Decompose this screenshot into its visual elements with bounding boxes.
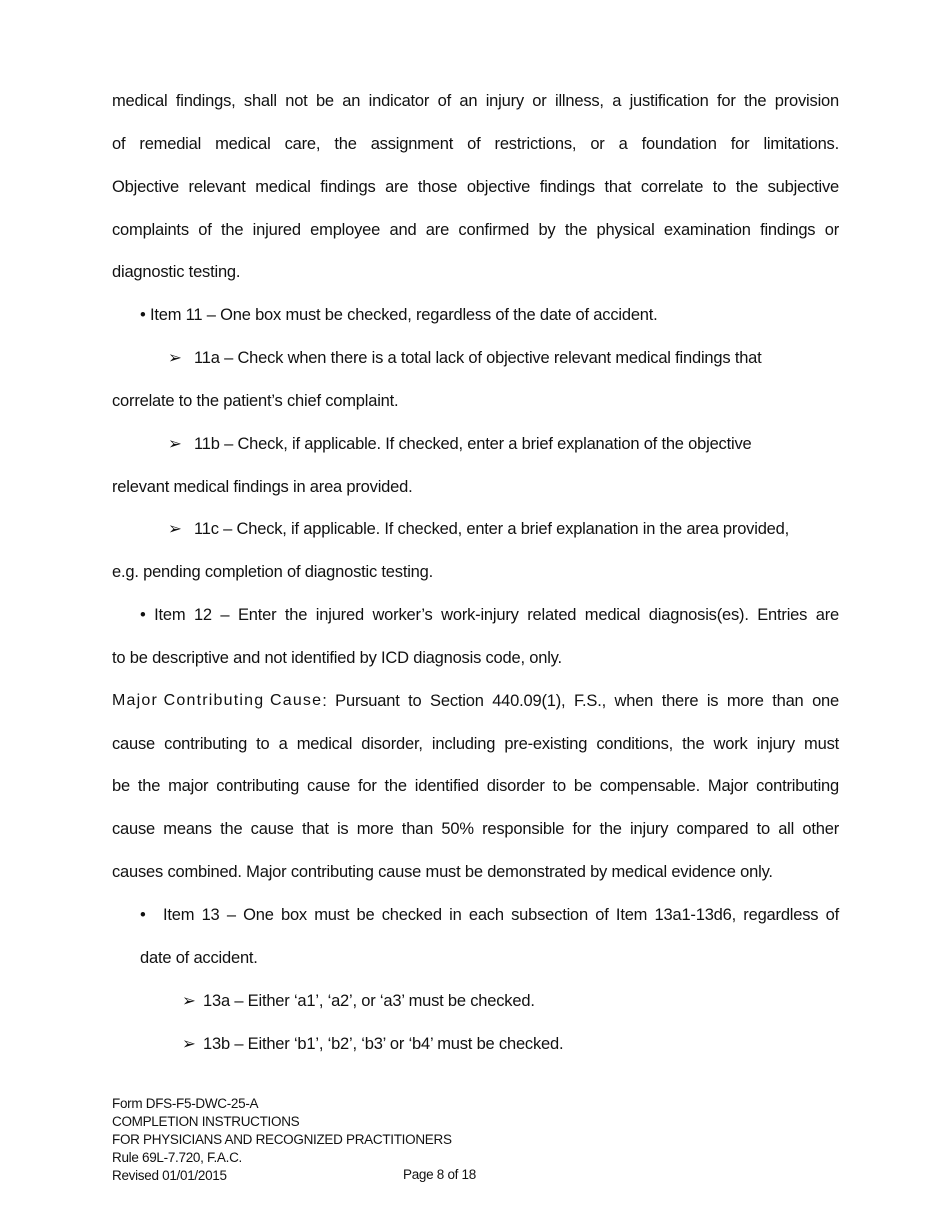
footer-subtitle: FOR PHYSICIANS AND RECOGNIZED PRACTITIONERS: [112, 1132, 452, 1147]
mcc-heading: Major Contributing Cause: [112, 692, 323, 709]
item-12-line: • Item 12 – Enter the injured worker’s work-injury related medical diagnosis(es). Entries are: [140, 606, 839, 624]
item-11b-text: 11b – Check, if applicable. If checked, enter a brief explanation of the objective: [194, 435, 752, 453]
paragraph-line: of remedial medical care, the assignment of restrictions, or a foundation for limitations.: [112, 135, 839, 153]
mcc-line: be the major contributing cause for the identified disorder to be compensable. Major contributing: [112, 777, 839, 795]
mcc-first-line-text: : Pursuant to Section 440.09(1), F.S., when there is more than one: [322, 692, 839, 710]
arrow-bullet-icon: ➢: [168, 349, 182, 367]
paragraph-line: Objective relevant medical findings are those objective findings that correlate to the subjective: [112, 178, 839, 196]
item-12-continuation: to be descriptive and not identified by ICD diagnosis code, only.: [112, 649, 562, 667]
item-11a-continuation: correlate to the patient’s chief complaint.: [112, 392, 399, 410]
item-11a-text: 11a – Check when there is a total lack of objective relevant medical findings that: [194, 349, 762, 367]
item-13-continuation: date of accident.: [140, 949, 258, 967]
mcc-line: causes combined. Major contributing cause must be demonstrated by medical evidence only.: [112, 863, 773, 881]
footer-form-number: Form DFS-F5-DWC-25-A: [112, 1096, 259, 1111]
page-footer: [112, 1095, 452, 1185]
item-11a-line: [168, 348, 762, 368]
item-11c-continuation: e.g. pending completion of diagnostic testing.: [112, 563, 434, 581]
paragraph-line: medical findings, shall not be an indicator of an injury or illness, a justification for the provision: [112, 92, 839, 110]
item-13b-line: [182, 1034, 563, 1054]
footer-revised: Revised 01/01/2015: [112, 1168, 227, 1183]
paragraph-line: complaints of the injured employee and are confirmed by the physical examination findings or: [112, 221, 839, 239]
arrow-bullet-icon: ➢: [168, 520, 182, 538]
item-11c-line: [168, 519, 789, 539]
arrow-bullet-icon: ➢: [182, 1035, 196, 1053]
page-number: Page 8 of 18: [403, 1167, 476, 1182]
item-13b-text: 13b – Either ‘b1’, ‘b2’, ‘b3’ or ‘b4’ must be checked.: [203, 1035, 564, 1053]
mcc-first-line: [112, 691, 839, 711]
item-11b-continuation: relevant medical findings in area provided.: [112, 478, 413, 496]
item-11b-line: [168, 434, 751, 454]
mcc-line: cause contributing to a medical disorder, including pre-existing conditions, the work injury must: [112, 735, 839, 753]
footer-title: COMPLETION INSTRUCTIONS: [112, 1114, 300, 1129]
item-11-line: • Item 11 – One box must be checked, regardless of the date of accident.: [140, 306, 658, 324]
paragraph-line: diagnostic testing.: [112, 263, 241, 281]
item-13-bullet: •: [140, 906, 146, 924]
item-11c-text: 11c – Check, if applicable. If checked, enter a brief explanation in the area provided,: [194, 520, 790, 538]
item-13a-line: [182, 991, 535, 1011]
item-13a-text: 13a – Either ‘a1’, ‘a2’, or ‘a3’ must be checked.: [203, 992, 535, 1010]
mcc-line: cause means the cause that is more than 50% responsible for the injury compared to all other: [112, 820, 839, 838]
item-13-line: Item 13 – One box must be checked in each subsection of Item 13a1-13d6, regardless of: [163, 906, 839, 924]
footer-rule: Rule 69L-7.720, F.A.C.: [112, 1150, 242, 1165]
arrow-bullet-icon: ➢: [182, 992, 196, 1010]
arrow-bullet-icon: ➢: [168, 435, 182, 453]
